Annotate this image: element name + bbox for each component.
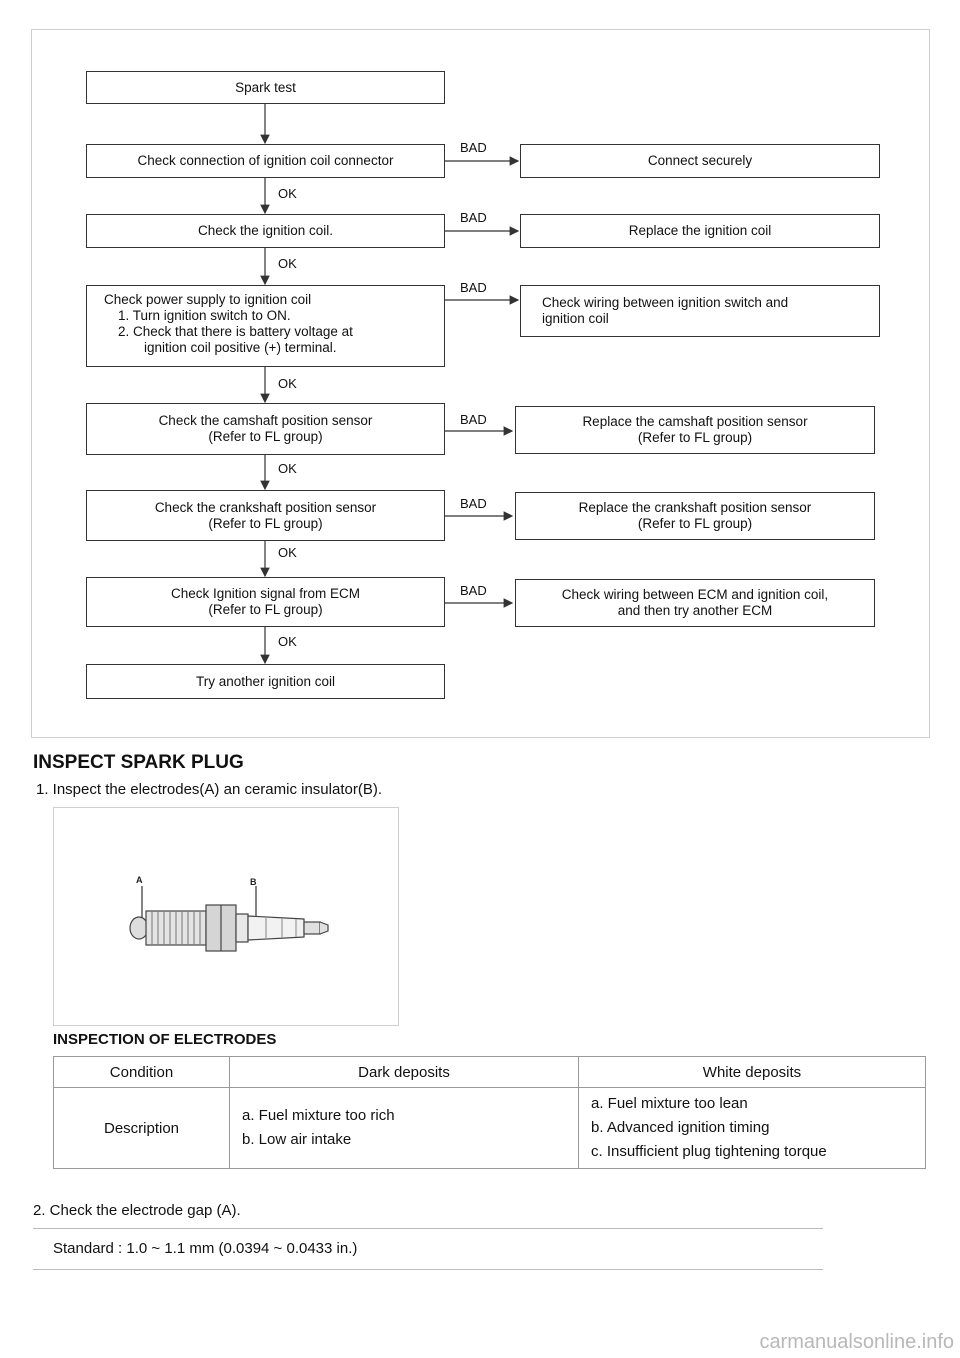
step-2-text: 2. Check the electrode gap (A). — [33, 1202, 241, 1219]
standard-value: Standard : 1.0 ~ 1.1 mm (0.0394 ~ 0.0433 in.) — [53, 1240, 358, 1257]
spark-plug-illustration — [54, 808, 398, 1025]
header-white: White deposits — [579, 1057, 926, 1088]
ok-label-2: OK — [278, 256, 297, 271]
node-replace-crankshaft: Replace the crankshaft position sensor (Refer to FL group) — [515, 492, 875, 540]
node-check-power: Check power supply to ignition coil 1. Turn ignition switch to ON. 2. Check that there is battery voltage at ignition coil positive (+) terminal. — [86, 285, 445, 367]
white-deposits-cell: a. Fuel mixture too lean b. Advanced ignition timing c. Insufficient plug tightening torque — [579, 1088, 926, 1169]
bad-label-3: BAD — [460, 280, 487, 295]
spark-plug-figure — [53, 807, 399, 1026]
header-condition: Condition — [54, 1057, 230, 1088]
node-check-connection: Check connection of ignition coil connector — [86, 144, 445, 178]
section-title: INSPECT SPARK PLUG — [33, 752, 244, 773]
row-label-description: Description — [54, 1088, 230, 1169]
watermark: carmanualsonline.info — [759, 1331, 954, 1353]
bad-label-6: BAD — [460, 583, 487, 598]
node-connect-securely: Connect securely — [520, 144, 880, 178]
bad-label-1: BAD — [460, 140, 487, 155]
electrode-inspection-table — [53, 1056, 926, 1169]
header-dark: Dark deposits — [230, 1057, 579, 1088]
dark-deposits-cell: a. Fuel mixture too rich b. Low air intake — [230, 1088, 579, 1169]
table-header-row — [54, 1057, 926, 1088]
node-crankshaft: Check the crankshaft position sensor (Refer to FL group) — [86, 490, 445, 541]
figure-label-b: B — [250, 877, 257, 887]
node-replace-camshaft: Replace the camshaft position sensor (Refer to FL group) — [515, 406, 875, 454]
standard-box — [33, 1228, 823, 1270]
table-row — [54, 1088, 926, 1169]
node-camshaft: Check the camshaft position sensor (Refer to FL group) — [86, 403, 445, 455]
subheading-electrodes: INSPECTION OF ELECTRODES — [53, 1031, 277, 1048]
flowchart-frame — [31, 29, 930, 738]
node-replace-coil: Replace the ignition coil — [520, 214, 880, 248]
ok-label-4: OK — [278, 461, 297, 476]
figure-label-a: A — [136, 875, 143, 885]
ok-label-1: OK — [278, 186, 297, 201]
node-wiring-switch: Check wiring between ignition switch and ignition coil — [520, 285, 880, 337]
ok-label-5: OK — [278, 545, 297, 560]
ok-label-3: OK — [278, 376, 297, 391]
node-another-coil: Try another ignition coil — [86, 664, 445, 699]
node-wiring-ecm: Check wiring between ECM and ignition coil, and then try another ECM — [515, 579, 875, 627]
node-check-coil: Check the ignition coil. — [86, 214, 445, 248]
bad-label-5: BAD — [460, 496, 487, 511]
bad-label-4: BAD — [460, 412, 487, 427]
step-1-text: 1. Inspect the electrodes(A) an ceramic insulator(B). — [36, 781, 382, 798]
node-spark-test: Spark test — [86, 71, 445, 104]
node-ecm-signal: Check Ignition signal from ECM (Refer to FL group) — [86, 577, 445, 627]
ok-label-6: OK — [278, 634, 297, 649]
bad-label-2: BAD — [460, 210, 487, 225]
